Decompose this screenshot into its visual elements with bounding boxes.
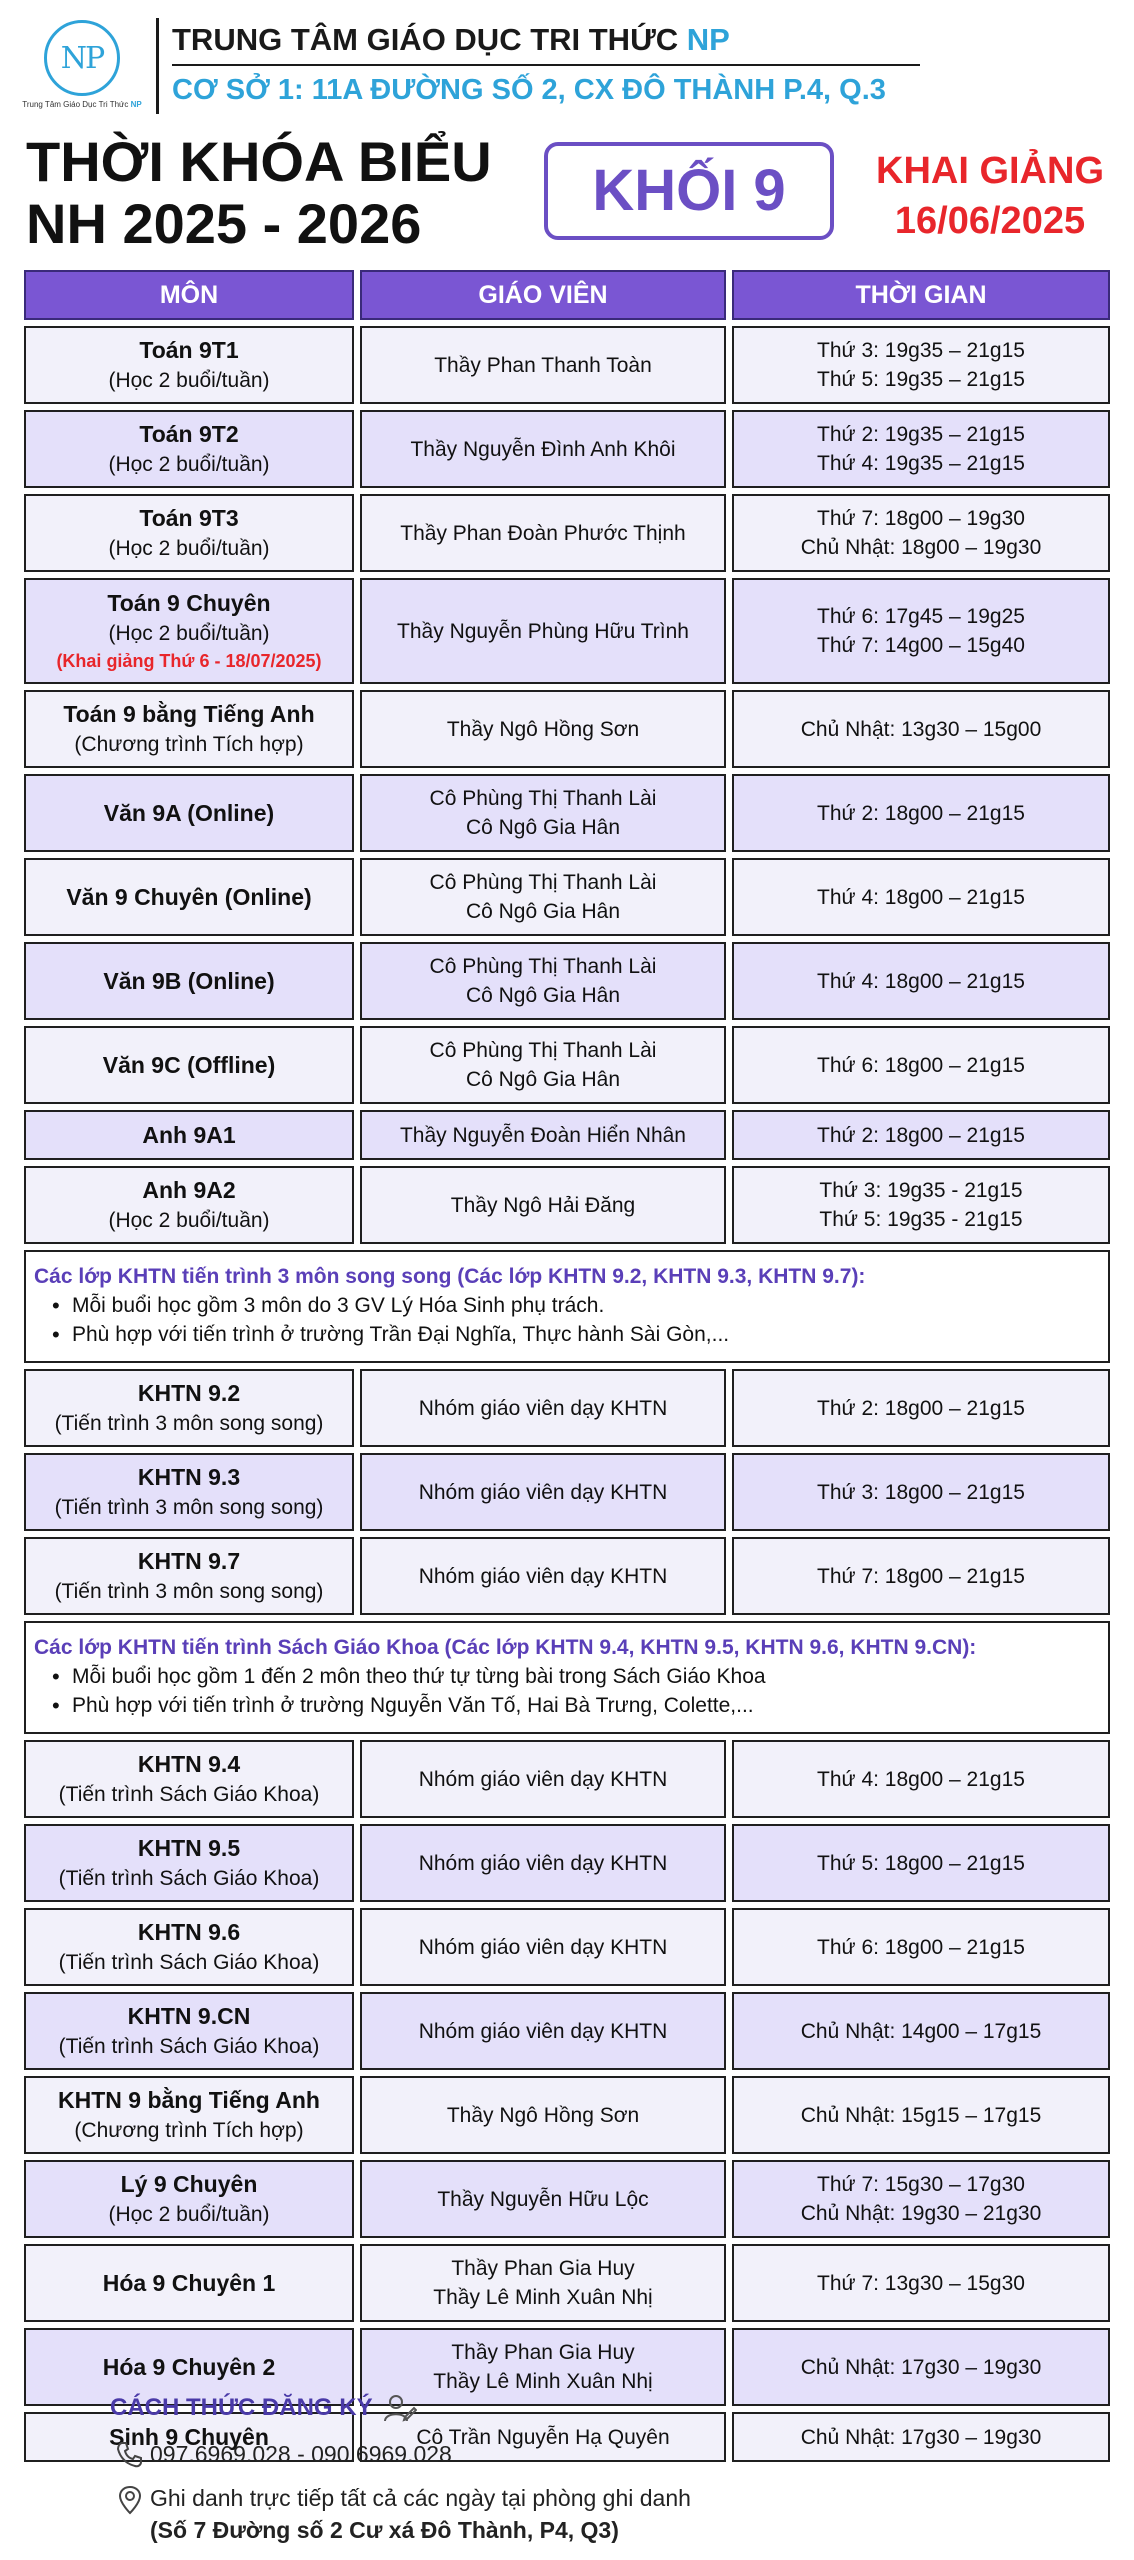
table-row — [24, 774, 1110, 852]
subject-note: (Tiến trình Sách Giáo Khoa) — [58, 1951, 320, 1974]
cell-time — [732, 2076, 1110, 2154]
teacher-name: Thầy Lê Minh Xuân Nhị — [433, 2370, 653, 2393]
time-slot: Thứ 2: 19g35 – 21g15 — [817, 423, 1025, 446]
cell-teacher — [360, 1908, 726, 1986]
table-row — [24, 1908, 1110, 1986]
time-slot: Chủ Nhật: 18g00 – 19g30 — [800, 536, 1042, 559]
cell-time — [732, 2160, 1110, 2238]
register-title — [110, 2390, 1090, 2426]
table-row — [24, 1537, 1110, 1615]
time-slot: Thứ 7: 15g30 – 17g30 — [817, 2173, 1025, 2196]
address-detail — [150, 2514, 691, 2546]
page-title: THỜI KHÓA BIỂU — [26, 130, 492, 193]
subject-name: Văn 9B (Online) — [103, 967, 275, 994]
info-box-khtn-parallel — [24, 1250, 1110, 1363]
address-text — [150, 2482, 691, 2546]
teacher-name: Thầy Phan Đoàn Phước Thịnh — [400, 521, 686, 545]
subject-name: Anh 9A2 — [142, 1177, 236, 1203]
subject-note: (Tiến trình Sách Giáo Khoa) — [58, 2035, 320, 2058]
cell-time — [732, 1369, 1110, 1447]
subject-name: Văn 9 Chuyên (Online) — [66, 883, 312, 910]
table-row — [24, 1740, 1110, 1818]
subject-note: (Học 2 buổi/tuần) — [108, 369, 270, 392]
table-row — [24, 942, 1110, 1020]
time-slot: Thứ 7: 14g00 – 15g40 — [817, 634, 1025, 657]
info-bullet: • Phù hợp với tiến trình ở trường Nguyễn Văn Tố, Hai Bà Trưng, Colette,... — [48, 1691, 1100, 1720]
teacher-name: Cô Phùng Thị Thanh Lài — [429, 871, 657, 894]
time-slot: Thứ 5: 19g35 - 21g15 — [819, 1208, 1023, 1231]
cell-subject — [24, 1992, 354, 2070]
subject-note: (Học 2 buổi/tuần) — [108, 453, 270, 476]
cell-time — [732, 410, 1110, 488]
time-slot: Thứ 4: 19g35 – 21g15 — [817, 452, 1025, 475]
subject-name: KHTN 9.2 — [137, 1380, 241, 1406]
address-paren-close: ) — [611, 2517, 619, 2543]
time-slot: Chủ Nhật: 13g30 – 15g00 — [800, 717, 1042, 741]
teacher-name: Cô Phùng Thị Thanh Lài — [429, 955, 657, 978]
cell-subject — [24, 410, 354, 488]
teacher-name: Thầy Nguyễn Đoàn Hiển Nhân — [399, 1123, 686, 1147]
time-slot: Thứ 4: 18g00 – 21g15 — [817, 885, 1025, 909]
info-bullet: • Mỗi buổi học gồm 3 môn do 3 GV Lý Hóa Sinh phụ trách. — [48, 1291, 1100, 1320]
cell-time — [732, 1453, 1110, 1531]
cell-time — [732, 1908, 1110, 1986]
teacher-name: Nhóm giáo viên dạy KHTN — [418, 1935, 668, 1959]
cell-teacher — [360, 326, 726, 404]
cell-teacher — [360, 494, 726, 572]
table-header-row — [24, 270, 1110, 320]
subject-note: (Học 2 buổi/tuần) — [108, 1209, 270, 1232]
table-row — [24, 1166, 1110, 1244]
table-row — [24, 1992, 1110, 2070]
time-slot: Thứ 3: 19g35 – 21g15 — [817, 339, 1025, 362]
subject-note: (Học 2 buổi/tuần) — [108, 622, 270, 645]
logo-tagline-text: Trung Tâm Giáo Dục Tri Thức — [22, 100, 129, 109]
phone-line — [110, 2438, 1090, 2470]
time-slot: Thứ 4: 18g00 – 21g15 — [817, 1767, 1025, 1791]
center-name-brand: NP — [686, 22, 730, 57]
info-title: Các lớp KHTN tiến trình Sách Giáo Khoa (Các lớp KHTN 9.4, KHTN 9.5, KHTN 9.6, KHTN 9.CN): — [34, 1636, 977, 1659]
subject-note: (Tiến trình 3 môn song song) — [54, 1580, 324, 1603]
subject-name: Toán 9T3 — [139, 505, 239, 531]
cell-subject — [24, 1026, 354, 1104]
subject-name: Văn 9A (Online) — [103, 799, 275, 826]
time-slot: Thứ 6: 18g00 – 21g15 — [817, 1053, 1025, 1077]
address-description: Ghi danh trực tiếp tất cả các ngày tại phòng ghi danh — [150, 2485, 691, 2511]
subject-name: Hóa 9 Chuyên 2 — [102, 2353, 276, 2380]
logo-tagline-brand: NP — [130, 100, 142, 109]
cell-teacher — [360, 1110, 726, 1160]
subject-name: KHTN 9 bằng Tiếng Anh — [58, 2087, 320, 2113]
cell-subject — [24, 1453, 354, 1531]
center-name — [172, 22, 730, 58]
cell-teacher — [360, 690, 726, 768]
cell-time — [732, 858, 1110, 936]
cell-subject — [24, 578, 354, 684]
info-title: Các lớp KHTN tiến trình 3 môn song song (Các lớp KHTN 9.2, KHTN 9.3, KHTN 9.7): — [34, 1265, 866, 1288]
teacher-name: Thầy Nguyễn Phùng Hữu Trình — [397, 619, 689, 643]
subject-note: (Học 2 buổi/tuần) — [108, 2203, 270, 2226]
subject-name: Văn 9C (Offline) — [102, 1051, 276, 1078]
school-year: NH 2025 - 2026 — [26, 192, 422, 255]
time-slot: Chủ Nhật: 14g00 – 17g15 — [800, 2019, 1042, 2043]
schedule-group-b — [24, 1369, 1110, 1615]
teacher-name: Thầy Nguyễn Đình Anh Khôi — [410, 437, 676, 461]
time-slot: Chủ Nhật: 17g30 – 19g30 — [800, 2355, 1042, 2379]
table-row — [24, 858, 1110, 936]
teacher-name: Cô Phùng Thị Thanh Lài — [429, 787, 657, 810]
teacher-name: Nhóm giáo viên dạy KHTN — [418, 1767, 668, 1791]
subject-note: (Học 2 buổi/tuần) — [108, 537, 270, 560]
info-bullet: • Mỗi buổi học gồm 1 đến 2 môn theo thứ tự từng bài trong Sách Giáo Khoa — [48, 1662, 1100, 1691]
teacher-name: Thầy Ngô Hải Đăng — [450, 1193, 636, 1217]
cell-subject — [24, 1908, 354, 1986]
subject-note: (Tiến trình 3 môn song song) — [54, 1412, 324, 1435]
table-row — [24, 494, 1110, 572]
info-bullet: • Phù hợp với tiến trình ở trường Trần Đại Nghĩa, Thực hành Sài Gòn,... — [48, 1320, 1100, 1349]
subject-name: Lý 9 Chuyên — [120, 2171, 258, 2197]
teacher-name: Nhóm giáo viên dạy KHTN — [418, 1851, 668, 1875]
subject-name: KHTN 9.7 — [137, 1548, 241, 1574]
subject-note: (Tiến trình Sách Giáo Khoa) — [58, 1867, 320, 1890]
cell-time — [732, 494, 1110, 572]
register-user-icon — [383, 2393, 417, 2423]
schedule-group-c — [24, 1740, 1110, 2462]
cell-subject — [24, 1824, 354, 1902]
subject-name: KHTN 9.3 — [137, 1464, 241, 1490]
subject-note: (Chương trình Tích hợp) — [74, 733, 304, 756]
time-slot: Chủ Nhật: 17g30 – 19g30 — [800, 2425, 1042, 2449]
info-list — [34, 1291, 1100, 1349]
time-slot: Thứ 3: 19g35 - 21g15 — [819, 1179, 1023, 1202]
teacher-name: Thầy Lê Minh Xuân Nhị — [433, 2286, 653, 2309]
subject-name: KHTN 9.4 — [137, 1751, 241, 1777]
time-slot: Chủ Nhật: 19g30 – 21g30 — [800, 2202, 1042, 2225]
teacher-name: Cô Ngô Gia Hân — [465, 984, 621, 1007]
header-divider-horizontal — [172, 64, 920, 66]
time-slot: Thứ 3: 18g00 – 21g15 — [817, 1480, 1025, 1504]
cell-teacher — [360, 1369, 726, 1447]
table-row — [24, 2076, 1110, 2154]
address-strong: Số 7 Đường số 2 Cư xá Đô Thành, P4, Q3 — [157, 2517, 612, 2543]
center-name-text: TRUNG TÂM GIÁO DỤC TRI THỨC — [172, 22, 679, 57]
cell-subject — [24, 2160, 354, 2238]
subject-note: (Chương trình Tích hợp) — [74, 2119, 304, 2142]
subject-name: Anh 9A1 — [142, 1121, 236, 1148]
center-logo — [22, 20, 142, 120]
cell-subject — [24, 1537, 354, 1615]
time-slot: Thứ 5: 18g00 – 21g15 — [817, 1851, 1025, 1875]
cell-time — [732, 578, 1110, 684]
table-row — [24, 578, 1110, 684]
cell-teacher — [360, 1166, 726, 1244]
table-row — [24, 410, 1110, 488]
table-row — [24, 690, 1110, 768]
cell-teacher — [360, 1453, 726, 1531]
cell-teacher — [360, 2076, 726, 2154]
cell-subject — [24, 942, 354, 1020]
time-slot: Thứ 6: 18g00 – 21g15 — [817, 1935, 1025, 1959]
cell-subject — [24, 1740, 354, 1818]
cell-time — [732, 942, 1110, 1020]
time-slot: Thứ 7: 13g30 – 15g30 — [817, 2271, 1025, 2295]
subject-note: (Tiến trình 3 môn song song) — [54, 1496, 324, 1519]
teacher-name: Cô Trần Nguyễn Hạ Quyên — [416, 2425, 670, 2449]
cell-teacher — [360, 774, 726, 852]
address-paren-open: ( — [150, 2517, 158, 2543]
teacher-name: Nhóm giáo viên dạy KHTN — [418, 2019, 668, 2043]
cell-teacher — [360, 858, 726, 936]
time-slot: Chủ Nhật: 15g15 – 17g15 — [800, 2103, 1042, 2127]
table-row — [24, 2244, 1110, 2322]
time-slot: Thứ 2: 18g00 – 21g15 — [817, 1396, 1025, 1420]
logo-circle — [44, 20, 120, 96]
subject-opening-note: (Khai giảng Thứ 6 - 18/07/2025) — [56, 651, 322, 671]
subject-note: (Tiến trình Sách Giáo Khoa) — [58, 1783, 320, 1806]
subject-name: KHTN 9.5 — [137, 1835, 241, 1861]
subject-name: Toán 9T2 — [139, 421, 239, 447]
subject-name: Sinh 9 Chuyên — [109, 2423, 269, 2450]
teacher-name: Thầy Phan Gia Huy — [451, 2257, 635, 2280]
time-slot: Thứ 2: 18g00 – 21g15 — [817, 1123, 1025, 1147]
table-row — [24, 2160, 1110, 2238]
cell-subject — [24, 494, 354, 572]
time-slot: Thứ 7: 18g00 – 19g30 — [817, 507, 1025, 530]
cell-teacher — [360, 942, 726, 1020]
cell-subject — [24, 1166, 354, 1244]
cell-time — [732, 2244, 1110, 2322]
time-slot: Thứ 2: 18g00 – 21g15 — [817, 801, 1025, 825]
cell-teacher — [360, 1537, 726, 1615]
time-slot: Thứ 5: 19g35 – 21g15 — [817, 368, 1025, 391]
subject-name: Hóa 9 Chuyên 1 — [102, 2269, 276, 2296]
cell-time — [732, 1992, 1110, 2070]
page-header — [0, 0, 1134, 270]
cell-subject — [24, 1369, 354, 1447]
cell-subject — [24, 690, 354, 768]
logo-tagline — [22, 100, 142, 109]
cell-subject — [24, 1110, 354, 1160]
cell-teacher — [360, 410, 726, 488]
subject-name: Toán 9T1 — [139, 337, 239, 363]
cell-time — [732, 774, 1110, 852]
table-row — [24, 1453, 1110, 1531]
cell-time — [732, 1824, 1110, 1902]
phone-icon — [110, 2440, 150, 2470]
cell-teacher — [360, 1824, 726, 1902]
cell-time — [732, 1740, 1110, 1818]
column-header-subject: MÔN — [24, 270, 354, 320]
column-header-teacher: GIÁO VIÊN — [360, 270, 726, 320]
address-line — [110, 2482, 1090, 2546]
phone-numbers[interactable]: 097.6969.028 - 090.6969.028 — [150, 2441, 452, 2467]
header-divider-vertical — [156, 18, 159, 114]
table-row — [24, 1110, 1110, 1160]
cell-teacher — [360, 1740, 726, 1818]
column-header-time: THỜI GIAN — [732, 270, 1110, 320]
opening-info — [856, 146, 1124, 246]
cell-time — [732, 1110, 1110, 1160]
info-box-khtn-textbook — [24, 1621, 1110, 1734]
table-row — [24, 1026, 1110, 1104]
time-slot: Thứ 4: 18g00 – 21g15 — [817, 969, 1025, 993]
cell-teacher — [360, 1992, 726, 2070]
teacher-name: Cô Ngô Gia Hân — [465, 816, 621, 839]
cell-time — [732, 1026, 1110, 1104]
teacher-name: Thầy Phan Thanh Toàn — [434, 353, 652, 377]
cell-subject — [24, 2244, 354, 2322]
time-slot: Thứ 7: 18g00 – 21g15 — [817, 1564, 1025, 1588]
cell-teacher — [360, 2160, 726, 2238]
teacher-name: Thầy Nguyễn Hữu Lộc — [437, 2187, 649, 2211]
cell-teacher — [360, 2244, 726, 2322]
register-title-text: CÁCH THỨC ĐĂNG KÝ — [110, 2394, 373, 2421]
cell-subject — [24, 774, 354, 852]
cell-time — [732, 690, 1110, 768]
teacher-name: Thầy Ngô Hồng Sơn — [446, 717, 640, 741]
teacher-name: Nhóm giáo viên dạy KHTN — [418, 1480, 668, 1504]
cell-teacher — [360, 1026, 726, 1104]
cell-subject — [24, 2076, 354, 2154]
teacher-name: Cô Ngô Gia Hân — [465, 900, 621, 923]
subject-name: Toán 9 bằng Tiếng Anh — [63, 701, 315, 727]
opening-label: KHAI GIẢNG — [876, 150, 1104, 192]
teacher-name: Thầy Phan Gia Huy — [451, 2341, 635, 2364]
table-row — [24, 326, 1110, 404]
logo-mark: NP — [60, 41, 104, 76]
opening-date: 16/06/2025 — [894, 200, 1086, 242]
table-row — [24, 1824, 1110, 1902]
schedule-table — [24, 270, 1110, 2468]
center-address: CƠ SỞ 1: 11A ĐƯỜNG SỐ 2, CX ĐÔ THÀNH P.4, Q.3 — [172, 74, 886, 106]
teacher-name: Nhóm giáo viên dạy KHTN — [418, 1396, 668, 1420]
teacher-name: Nhóm giáo viên dạy KHTN — [418, 1564, 668, 1588]
cell-teacher — [360, 578, 726, 684]
location-pin-icon — [110, 2484, 150, 2516]
teacher-name: Cô Phùng Thị Thanh Lài — [429, 1039, 657, 1062]
cell-subject — [24, 858, 354, 936]
grade-badge: KHỐI 9 — [544, 142, 834, 240]
registration-footer — [110, 2390, 1090, 2546]
cell-subject — [24, 326, 354, 404]
subject-name: KHTN 9.CN — [127, 2003, 251, 2029]
table-row — [24, 1369, 1110, 1447]
subject-name: Toán 9 Chuyên — [107, 590, 271, 616]
teacher-name: Cô Ngô Gia Hân — [465, 1068, 621, 1091]
info-list — [34, 1662, 1100, 1720]
schedule-group-a — [24, 326, 1110, 1244]
cell-time — [732, 1537, 1110, 1615]
subject-name: KHTN 9.6 — [137, 1919, 241, 1945]
cell-time — [732, 1166, 1110, 1244]
time-slot: Thứ 6: 17g45 – 19g25 — [817, 605, 1025, 628]
cell-time — [732, 326, 1110, 404]
teacher-name: Thầy Ngô Hồng Sơn — [446, 2103, 640, 2127]
